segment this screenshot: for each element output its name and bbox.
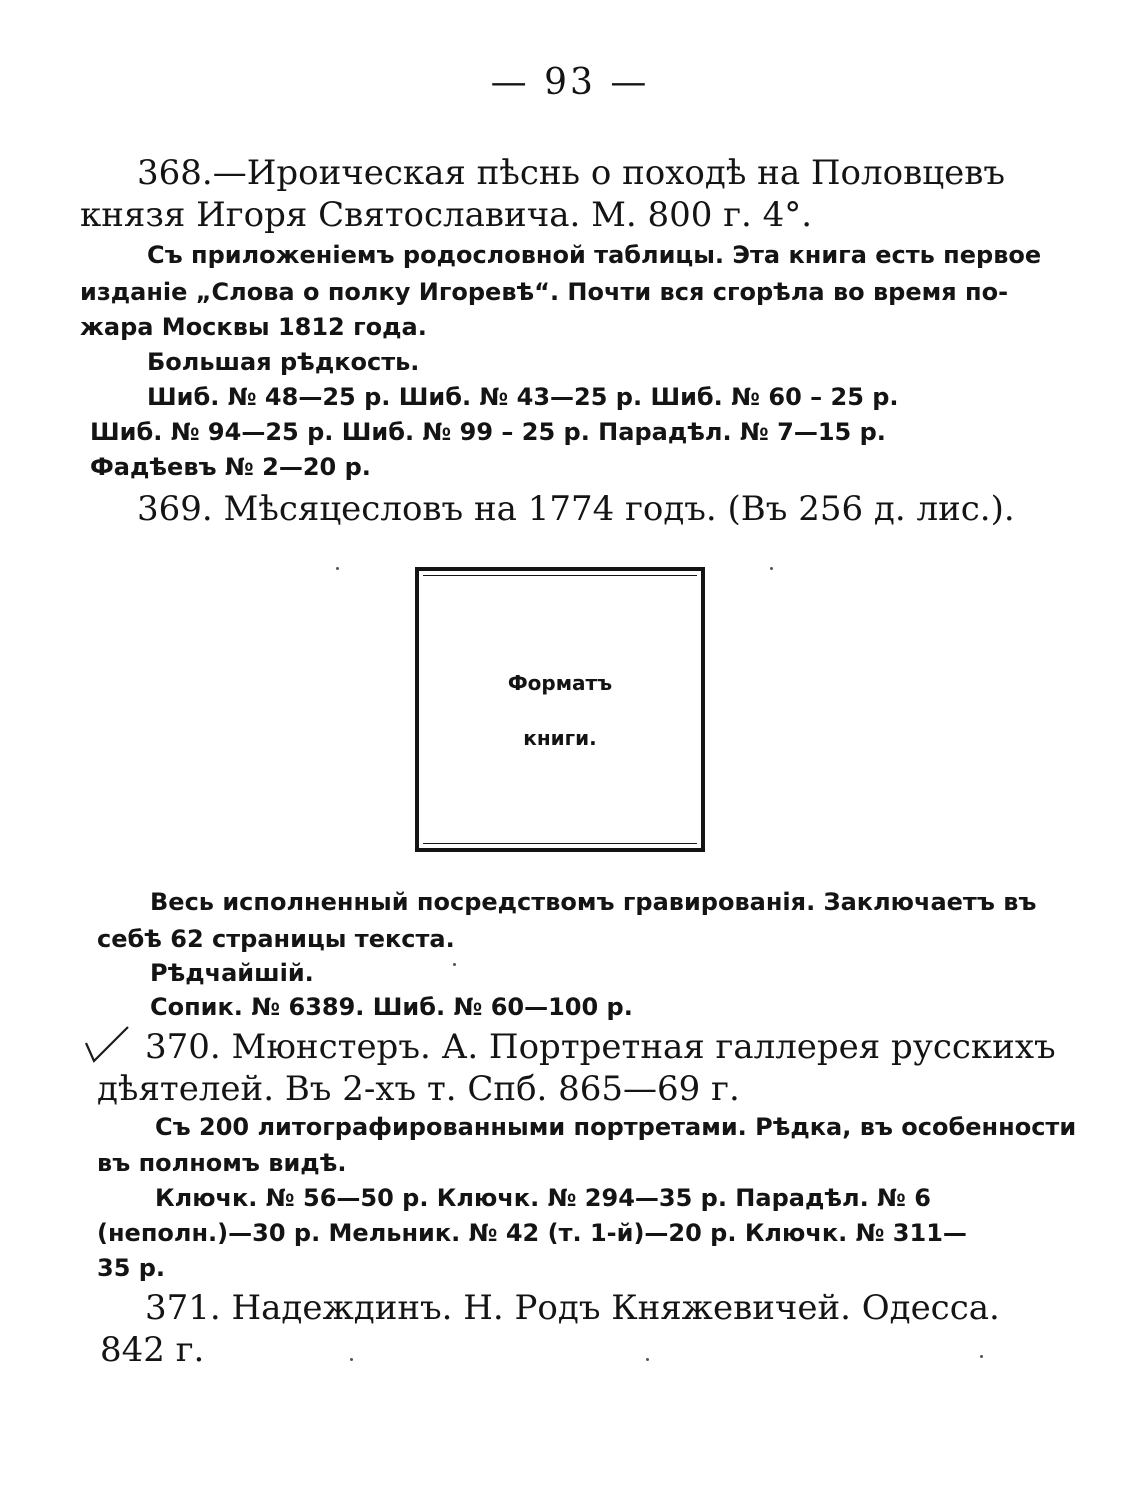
entry-370-prices-line-2: (неполн.)—30 р. Мельник. № 42 (т. 1-й)—20 р. Ключк. № 311— bbox=[97, 1219, 967, 1247]
entry-369-title: 369. Мѣсяцесловъ на 1774 годъ. (Въ 256 д. лис.). bbox=[137, 489, 1015, 529]
handwritten-check-mark-icon bbox=[84, 1025, 130, 1065]
print-speck bbox=[646, 1358, 649, 1361]
entry-370-prices-line-3: 35 р. bbox=[97, 1254, 166, 1282]
entry-370-note-line-2: въ полномъ видѣ. bbox=[97, 1149, 347, 1177]
print-speck bbox=[980, 1355, 983, 1358]
entry-370-title-line-1: 370. Мюнстеръ. А. Портретная галлерея русскихъ bbox=[145, 1027, 1056, 1067]
page-number: — 93 — bbox=[490, 62, 650, 103]
entry-371-title-line-1: 371. Надеждинъ. Н. Родъ Княжевичей. Одесса. bbox=[145, 1288, 1000, 1328]
print-speck bbox=[350, 1358, 353, 1361]
book-format-label-1: Форматъ bbox=[507, 671, 613, 695]
print-speck bbox=[336, 567, 339, 570]
entry-370-title-line-2: дѣятелей. Въ 2-хъ т. Спб. 865—69 г. bbox=[97, 1069, 740, 1109]
entry-369-rarity: Рѣдчайшій. bbox=[150, 959, 314, 987]
book-format-box bbox=[415, 567, 705, 852]
entry-368-note-line-2: изданіе „Слова о полку Игоревѣ“. Почти вся сгорѣла во время по- bbox=[80, 278, 1009, 306]
book-format-label-2: книги. bbox=[523, 726, 597, 750]
entry-368-prices-line-2: Шиб. № 94—25 р. Шиб. № 99 – 25 р. Парадѣл. № 7—15 р. bbox=[90, 418, 886, 446]
print-speck bbox=[453, 963, 456, 966]
entry-370-note-line-1: Съ 200 литографированными портретами. Рѣдка, въ особенности bbox=[155, 1113, 1077, 1141]
print-speck bbox=[770, 567, 773, 570]
entry-371-title-line-2: 842 г. bbox=[100, 1330, 205, 1370]
entry-368-rarity: Большая рѣдкость. bbox=[147, 348, 420, 376]
entry-368-note-line-3: жара Москвы 1812 года. bbox=[80, 313, 427, 341]
entry-368-title-line-2: князя Игоря Святославича. М. 800 г. 4°. bbox=[80, 195, 813, 235]
entry-370-prices-line-1: Ключк. № 56—50 р. Ключк. № 294—35 р. Парадѣл. № 6 bbox=[155, 1184, 931, 1212]
entry-369-note-line-2: себѣ 62 страницы текста. bbox=[97, 925, 455, 953]
entry-368-prices-line-1: Шиб. № 48—25 р. Шиб. № 43—25 р. Шиб. № 60 – 25 р. bbox=[147, 383, 899, 411]
entry-368-note-line-1: Съ приложеніемъ родословной таблицы. Эта книга есть первое bbox=[147, 241, 1042, 269]
entry-369-note-line-1: Весь исполненный посредствомъ гравированія. Заключаетъ въ bbox=[150, 888, 1037, 916]
entry-369-prices: Сопик. № 6389. Шиб. № 60—100 р. bbox=[150, 993, 633, 1021]
entry-368-title-line-1: 368.—Ироическая пѣснь о походѣ на Половцевъ bbox=[137, 153, 1005, 193]
entry-368-prices-line-3: Фадѣевъ № 2—20 р. bbox=[90, 453, 371, 481]
